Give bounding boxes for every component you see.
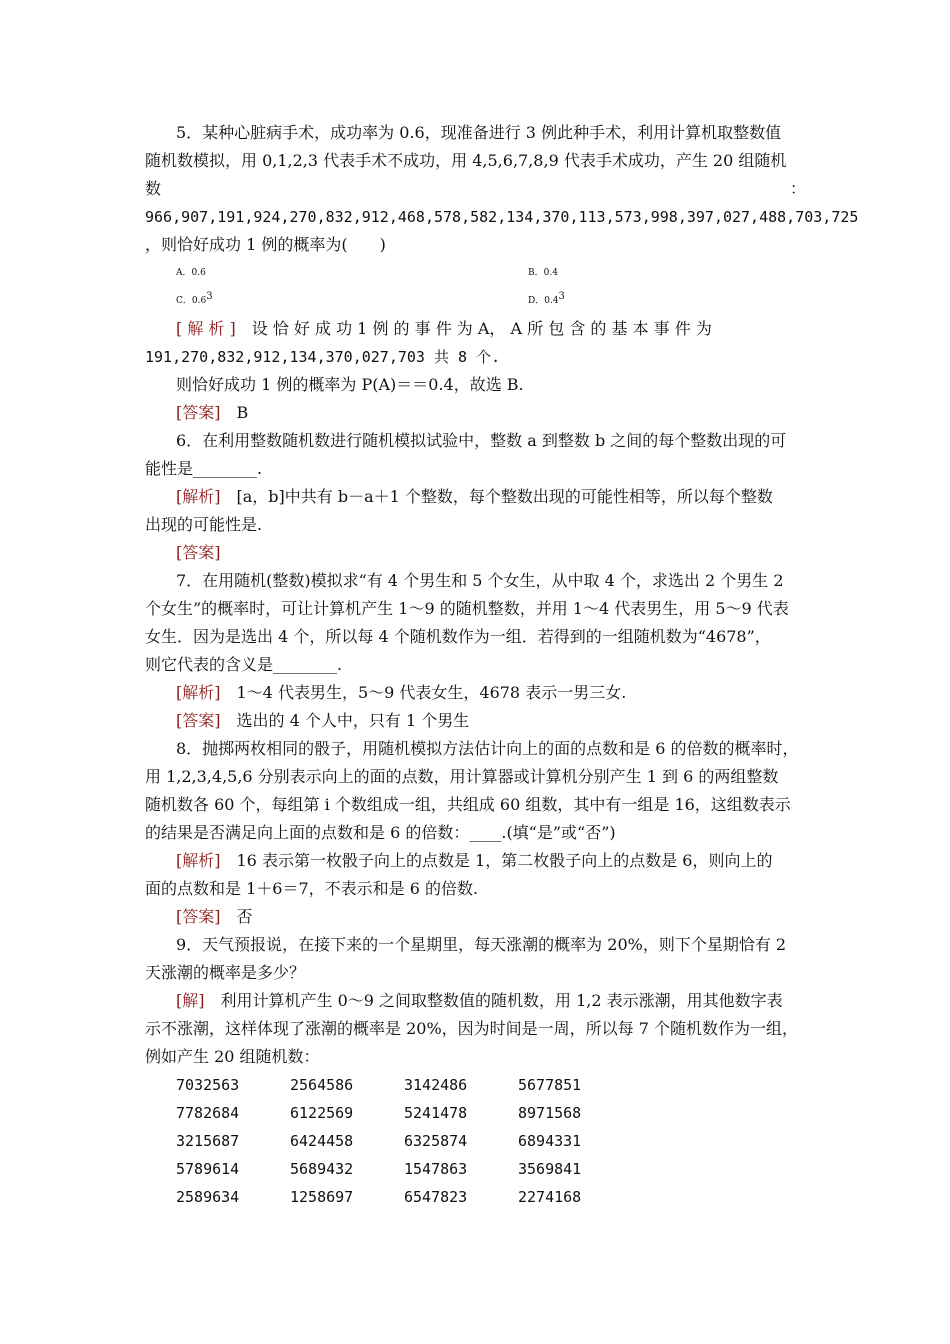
random-number: 6424458 xyxy=(290,1132,354,1150)
q5-analysis1: 设 恰 好 成 功 1 例 的 事 件 为 A， A 所 包 含 的 基 本 事 件 为 xyxy=(251,319,712,338)
random-number-row xyxy=(176,1075,632,1095)
q5-option-c-sup: 3 xyxy=(206,291,213,302)
q7-analysis1: 1～4 代表男生，5～9 代表女生，4678 表示一男三女. xyxy=(236,683,627,702)
random-number: 6547823 xyxy=(404,1188,468,1206)
q5-analysis2: 191,270,832,912,134,370,027,703 共 8 个. xyxy=(145,348,501,366)
q6-answer-tag: [答案] xyxy=(176,543,221,562)
random-number: 7782684 xyxy=(176,1104,240,1122)
q5-option-d xyxy=(528,291,565,311)
q5-option-d-sup: 3 xyxy=(558,291,565,302)
random-number: 5241478 xyxy=(404,1104,468,1122)
q8-line1: 8．抛掷两枚相同的骰子，用随机模拟方法估计向上的面的点数和是 6 的倍数的概率时， xyxy=(176,739,799,758)
q6-analysis-line1 xyxy=(176,487,810,507)
q8-analysis2: 面的点数和是 1＋6＝7，不表示和是 6 的倍数. xyxy=(145,879,479,898)
q8-answer: 否 xyxy=(236,907,253,926)
q8-analysis-tag: [解析] xyxy=(176,851,221,870)
q7-answer-line xyxy=(176,711,810,731)
q9-solution2: 示不涨潮，这样体现了涨潮的概率是 20%，因为时间是一周，所以每 7 个随机数作为一组， xyxy=(145,1019,799,1038)
q8-line2: 用 1,2,3,4,5,6 分别表示向上的面的点数，用计算器或计算机分别产生 1 到 6 的两组整数 xyxy=(145,767,779,786)
q6-line2: 能性是________. xyxy=(145,459,263,478)
q7-analysis-line xyxy=(176,683,810,703)
random-number: 8971568 xyxy=(518,1104,582,1122)
q5-line3 xyxy=(145,179,810,199)
q7-line4: 则它代表的含义是________. xyxy=(145,655,343,674)
q5-numbers: 966,907,191,924,270,832,912,468,578,582,134,370,113,573,998,397,027,488,703,725 xyxy=(145,208,859,226)
random-number: 3569841 xyxy=(518,1160,582,1178)
q7-analysis-tag: [解析] xyxy=(176,683,221,702)
random-number: 5677851 xyxy=(518,1076,582,1094)
q9-solution3: 例如产生 20 组随机数： xyxy=(145,1047,320,1066)
q5-option-a: A．0.6 xyxy=(176,268,206,278)
random-number: 2589634 xyxy=(176,1188,240,1206)
q5-line2: 随机数模拟，用 0,1,2,3 代表手术不成功，用 4,5,6,7,8,9 代表手术成功，产生 20 组随机 xyxy=(145,151,787,170)
q5-line3-text: 数 xyxy=(145,179,162,198)
random-number: 3142486 xyxy=(404,1076,468,1094)
random-number: 3215687 xyxy=(176,1132,240,1150)
q5-option-c xyxy=(176,291,213,311)
random-number: 6894331 xyxy=(518,1132,582,1150)
q7-line2: 个女生”的概率时，可让计算机产生 1～9 的随机整数，并用 1～4 代表男生，用 5～9 代表 xyxy=(145,599,789,618)
q5-line5: ，则恰好成功 1 例的概率为( ) xyxy=(145,235,386,254)
q6-analysis1: [a，b]中共有 b－a＋1 个整数，每个整数出现的可能性相等，所以每个整数 xyxy=(236,487,773,506)
q9-line2: 天涨潮的概率是多少？ xyxy=(145,963,306,982)
random-number: 2274168 xyxy=(518,1188,582,1206)
random-number-row xyxy=(176,1187,632,1207)
random-number: 6122569 xyxy=(290,1104,354,1122)
q5-option-c-text: C．0.6 xyxy=(176,296,207,306)
q5-analysis3: 则恰好成功 1 例的概率为 P(A)＝＝0.4，故选 B. xyxy=(176,375,524,394)
random-number-row xyxy=(176,1159,632,1179)
random-number-row xyxy=(176,1103,632,1123)
q6-analysis-tag: [解析] xyxy=(176,487,221,506)
q9-solution-line1 xyxy=(176,991,810,1011)
q5-line1: 5．某种心脏病手术，成功率为 0.6，现准备进行 3 例此种手术，利用计算机取整数值 xyxy=(176,123,782,142)
random-number: 7032563 xyxy=(176,1076,240,1094)
q8-line3: 随机数各 60 个，每组第 i 个数组成一组，共组成 60 组数，其中有一组是 16，这组数表示 xyxy=(145,795,791,814)
q5-answer-tag: [答案] xyxy=(176,403,221,422)
random-number: 5689432 xyxy=(290,1160,354,1178)
q9-solution-tag: [解] xyxy=(176,991,205,1010)
random-number: 1547863 xyxy=(404,1160,468,1178)
q9-solution1: 利用计算机产生 0～9 之间取整数值的随机数，用 1,2 表示涨潮，用其他数字表 xyxy=(220,991,783,1010)
q5-colon: ： xyxy=(790,179,807,198)
random-number: 5789614 xyxy=(176,1160,240,1178)
q8-answer-tag: [答案] xyxy=(176,907,221,926)
q5-option-d-text: D．0.4 xyxy=(528,296,559,306)
random-number: 2564586 xyxy=(290,1076,354,1094)
q7-line3: 女生．因为是选出 4 个，所以每 4 个随机数作为一组．若得到的一组随机数为“4678”， xyxy=(145,627,771,646)
q8-answer-line xyxy=(176,907,810,927)
q8-analysis1: 16 表示第一枚骰子向上的点数是 1，第二枚骰子向上的点数是 6，则向上的 xyxy=(236,851,773,870)
q5-option-b: B．0.4 xyxy=(528,268,558,278)
random-number: 6325874 xyxy=(404,1132,468,1150)
q8-analysis-line1 xyxy=(176,851,810,871)
q8-line4: 的结果是否满足向上面的点数和是 6 的倍数：____.(填“是”或“否”) xyxy=(145,823,616,842)
q5-analysis-line1 xyxy=(176,319,810,339)
q6-line1: 6．在利用整数随机数进行随机模拟试验中，整数 a 到整数 b 之间的每个整数出现的可 xyxy=(176,431,787,450)
q5-answer: B xyxy=(236,403,249,422)
q9-line1: 9．天气预报说，在接下来的一个星期里，每天涨潮的概率为 20%，则下个星期恰有 2 xyxy=(176,935,787,954)
q6-answer-line xyxy=(176,543,810,563)
q5-analysis-tag: [ 解 析 ] xyxy=(176,319,236,338)
q7-line1: 7．在用随机(整数)模拟求“有 4 个男生和 5 个女生，从中取 4 个，求选出 2 个男生 2 xyxy=(176,571,784,590)
q7-answer-tag: [答案] xyxy=(176,711,221,730)
random-number: 1258697 xyxy=(290,1188,354,1206)
q6-analysis2: 出现的可能性是. xyxy=(145,515,263,534)
q5-answer-line xyxy=(176,403,810,423)
q7-answer: 选出的 4 个人中，只有 1 个男生 xyxy=(236,711,470,730)
random-number-row xyxy=(176,1131,632,1151)
